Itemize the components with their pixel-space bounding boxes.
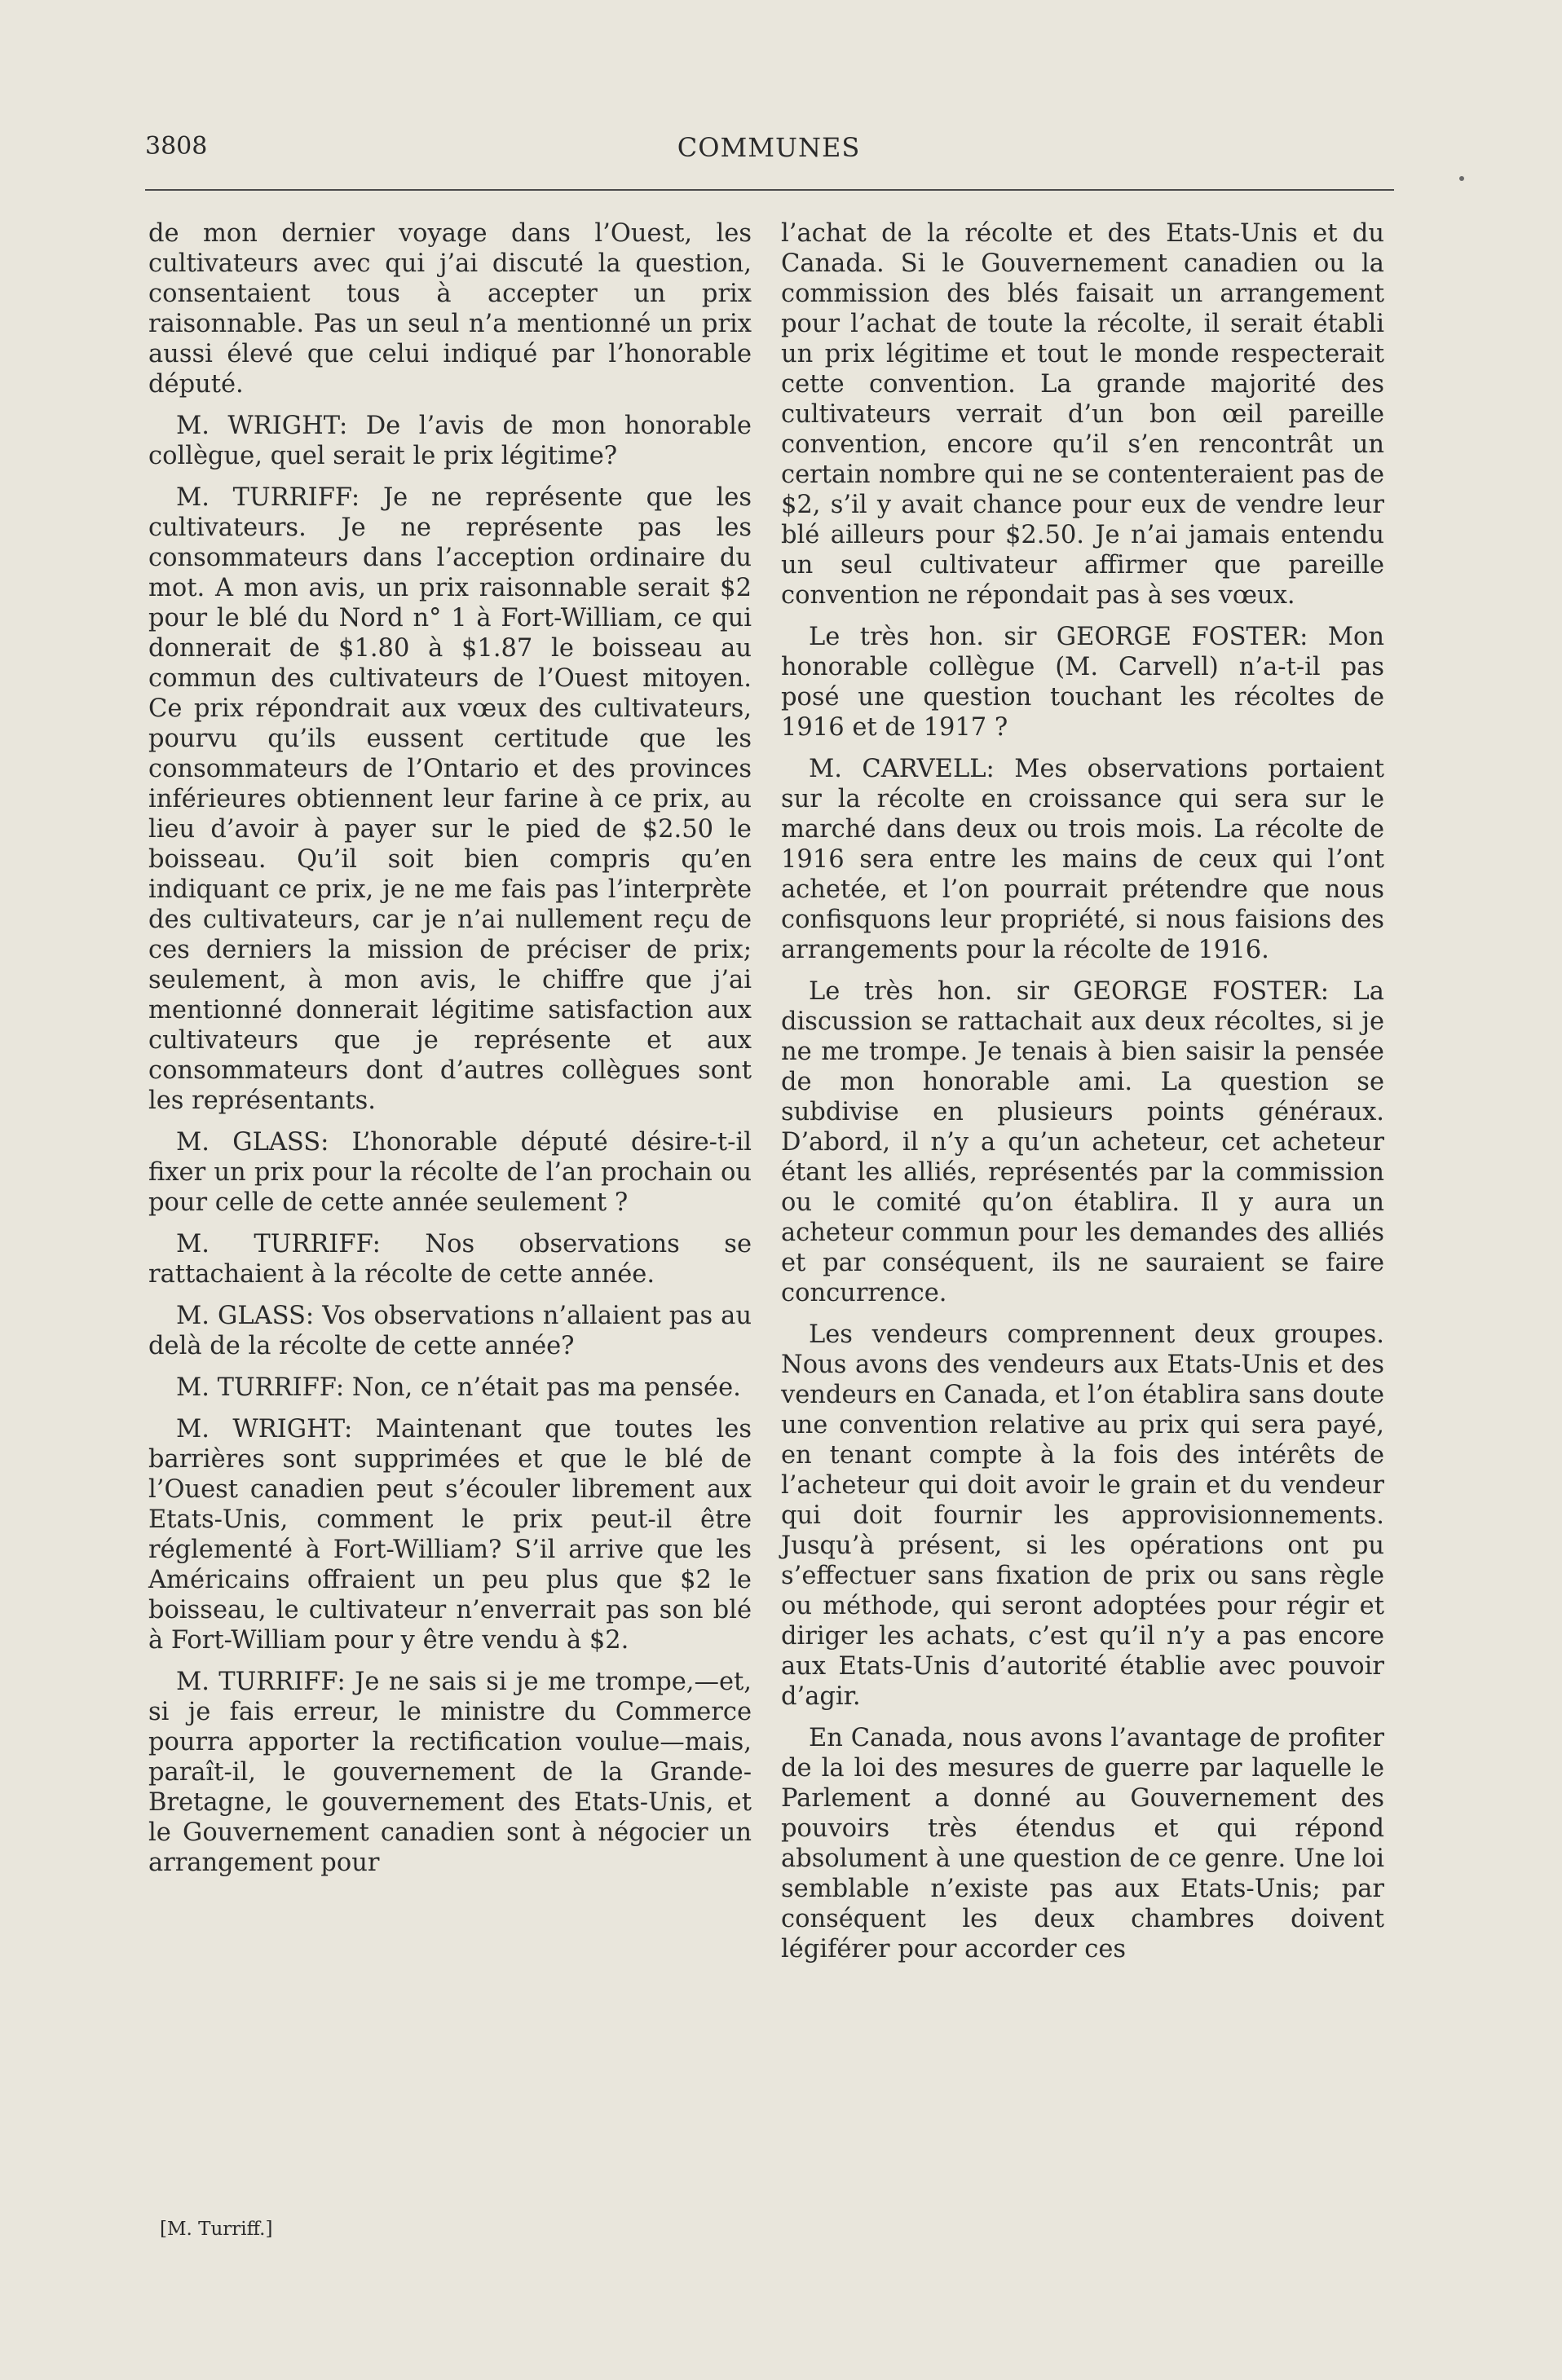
paragraph: M. TURRIFF: Non, ce n’était pas ma pensée.: [176, 1373, 741, 1402]
paragraph: Les vendeurs comprennent deux groupes. Nous avons des vendeurs aux Etats-Unis et des vendeurs en Canada, et l’on établira sans doute une convention relative au prix qui sera payé, en tenant compte à la fois des intérêts de l’acheteur qui doit avoir le grain et du vendeur qui doit fournir les approvisionnements. Jusqu’à présent, si les opérations ont pu s’effectuer sans fixation de prix ou sans règle ou méthode, qui seront adoptées pour régir et diriger les achats, c’est qu’il n’y a pas encore aux Etats-Unis d’autorité établie avec pouvoir d’agir.: [781, 1320, 1384, 1711]
paragraph: de mon dernier voyage dans l’Ouest, les cultivateurs avec qui j’ai discuté la question, consentaient tous à accepter un prix raisonnable. Pas un seul n’a mentionné un prix aussi élevé que celui indiqué par l’honorable député.: [148, 219, 752, 399]
paragraph: M. TURRIFF: Je ne sais si je me trompe,—et, si je fais erreur, le ministre du Commerce pourra apporter la rectification voulue—mais, paraît-il, le gouvernement de la Grande-Bretagne, le gouvernement des Etats-Unis, et le Gouvernement canadien sont à négocier un arrangement pour: [148, 1668, 752, 1877]
paragraph: En Canada, nous avons l’avantage de profiter de la loi des mesures de guerre par laquelle le Parlement a donné au Gouvernement des pouvoirs très étendus et qui répond absolument à une question de ce genre. Une loi semblable n’existe pas aux Etats-Unis; par conséquent les deux chambres doivent légiférer pour accorder ces: [781, 1724, 1384, 1964]
header-rule: [145, 189, 1394, 191]
paragraph: M. WRIGHT: De l’avis de mon honorable collègue, quel serait le prix légitime?: [148, 412, 752, 470]
paragraph: l’achat de la récolte et des Etats-Unis et du Canada. Si le Gouvernement canadien ou la commission des blés faisait un arrangement pour l’achat de toute la récolte, il serait établi un prix légitime et tout le monde respecterait cette convention. La grande majorité des cultivateurs verrait d’un bon œil pareille convention, encore qu’il s’en rencontrât un certain nombre qui ne se contenteraient pas de $2, s’il y avait chance pour eux de vendre leur blé ailleurs pour $2.50. Je n’ai jamais entendu un seul cultivateur affirmer que pareille convention ne répondait pas à ses vœux.: [781, 219, 1384, 610]
left-column: [148, 218, 752, 1889]
paragraph: M. CARVELL: Mes observations portaient sur la récolte en croissance qui sera sur le marché dans deux ou trois mois. La récolte de 1916 sera entre les mains de ceux qui l’ont achetée, et l’on pourrait prétendre que nous confisquons leur propriété, si nous faisions des arrangements pour la récolte de 1916.: [781, 755, 1384, 964]
paragraph: Le très hon. sir GEORGE FOSTER: Mon honorable collègue (M. Carvell) n’a-t-il pas posé une question touchant les récoltes de 1916 et de 1917 ?: [781, 623, 1384, 742]
paragraph: Le très hon. sir GEORGE FOSTER: La discussion se rattachait aux deux récoltes, si je ne me trompe. Je tenais à bien saisir la pensée de mon honorable ami. La question se subdivise en plusieurs points généraux. D’abord, il n’y a qu’un acheteur, cet acheteur étant les alliés, représentés par la commission ou le comité qu’on établira. Il y aura un acheteur commun pour les demandes des alliés et par conséquent, ils ne sauraient se faire concurrence.: [781, 977, 1384, 1307]
paragraph: M. GLASS: Vos observations n’allaient pas au delà de la récolte de cette année?: [148, 1302, 752, 1360]
speaker-reference: [M. Turriff.]: [160, 2219, 273, 2240]
paragraph: M. WRIGHT: Maintenant que toutes les barrières sont supprimées et que le blé de l’Ouest canadien peut s’écouler librement aux Etats-Unis, comment le prix peut-il être réglementé à Fort-William? S’il arrive que les Américains offraient un peu plus que $2 le boisseau, le cultivateur n’enverrait pas son blé à Fort-William pour y être vendu à $2.: [148, 1415, 752, 1655]
page-header: [145, 132, 1392, 171]
running-title: COMMUNES: [677, 132, 861, 163]
page-number: 3808: [145, 132, 208, 161]
paragraph: M. TURRIFF: Je ne représente que les cultivateurs. Je ne représente pas les consommateurs dans l’acception ordinaire du mot. A mon avis, un prix raisonnable serait $2 pour le blé du Nord n° 1 à Fort-William, ce qui donnerait de $1.80 à $1.87 le boisseau au commun des cultivateurs de l’Ouest mitoyen. Ce prix répondrait aux vœux des cultivateurs, pourvu qu’ils eussent certitude que les consommateurs de l’Ontario et des provinces inférieures obtiennent leur farine à ce prix, au lieu d’avoir à payer sur le pied de $2.50 le boisseau. Qu’il soit bien compris qu’en indiquant ce prix, je ne me fais pas l’interprète des cultivateurs, car je n’ai nullement reçu de ces derniers la mission de préciser de prix; seulement, à mon avis, le chiffre que j’ai mentionné donnerait légitime satisfaction aux cultivateurs que je représente et aux consommateurs dont d’autres collègues sont les représentants.: [148, 483, 752, 1115]
right-column: [781, 218, 1384, 1976]
speck-mark: [1459, 176, 1464, 181]
paragraph: M. GLASS: L’honorable député désire-t-il fixer un prix pour la récolte de l’an prochain ou pour celle de cette année seulement ?: [148, 1128, 752, 1217]
paragraph: M. TURRIFF: Nos observations se rattachaient à la récolte de cette année.: [148, 1230, 752, 1289]
